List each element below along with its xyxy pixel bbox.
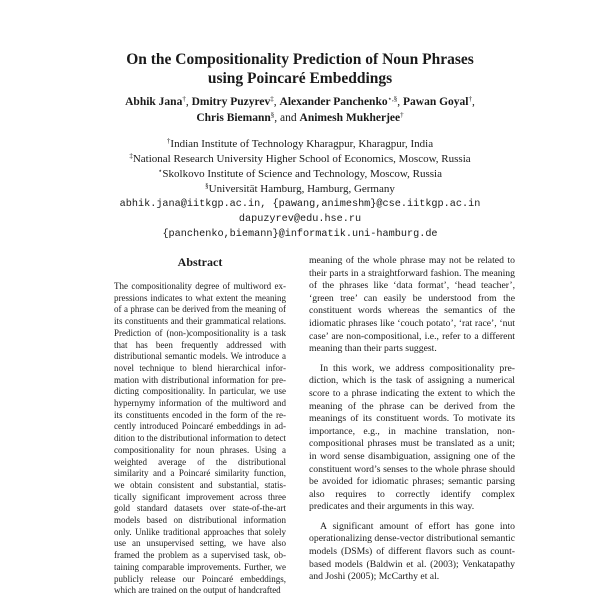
affiliation-hamburg: §Universität Hamburg, Hamburg, Germany — [205, 182, 395, 195]
author: Animesh Mukherjee† — [299, 110, 404, 124]
author-list — [60, 95, 540, 126]
email-line-3: {panchenko,biemann}@informatik.uni-hamburg.de — [162, 229, 438, 240]
intro-paragraph-3: A significant amount of effort has gone into operationalizing dense-vector distributional semantic models (DSMs) of different flavors such as count-based models (Baldwin et al. (2003); Venkatapathy and Joshi (2005); McCarthy et al. — [309, 520, 515, 583]
abstract-text: The compositionality degree of multiword expressions indicates to what extent the meaning of a phrase can be derived from the meaning of its constituents and their grammatical relations. Prediction of (non-)compositionality is a task that has been frequently addressed with distributional semantic models. We introduce a novel technique to blend hierarchical information with distributional information for predicting compositionality. In particular, we use hypernymy information of the multiword and its constituents encoded in the form of the recently introduced Poincaré embeddings in addition to the distributional information to detect compositionality for noun phrases. Using a weighted average of the distributional similarity and a Poincaré similarity function, we obtain consistent and substantial, statistically significant improvement across three gold standard datasets over state-of-the-art models based on distributional information only. Unlike traditional approaches that solely use an unsupervised setting, we have also framed the problem as a supervised task, obtaining comparable improvements. Further, we publicly release our Poincaré embeddings, which are trained on the output of handcrafted — [114, 281, 286, 596]
intro-paragraph-2: In this work, we address compositionality prediction, which is the task of assigning a numerical score to a phrase indicating the extent to which the meaning of the phrase can be derived from the meanings of its constituent words. To motivate its importance, e.g., in machine translation, non-compositional phrases must be translated as a unit; in word sense disambiguation, assigning one of the constituent word’s senses to the whole phrase should be avoided for idiomatic phrases; semantic parsing also requires to correctly identify complex predicates and their arguments in this way. — [309, 362, 515, 513]
author: Abhik Jana†, — [125, 95, 192, 108]
affiliation-iit: †Indian Institute of Technology Kharagpur, Kharagpur, India — [166, 137, 434, 150]
affiliation-hse: ‡National Research University Higher School of Economics, Moscow, Russia — [129, 152, 471, 165]
intro-column — [309, 255, 515, 584]
authors-line-1 — [60, 95, 540, 111]
abstract-column — [114, 255, 286, 597]
paper-title — [60, 50, 540, 88]
author: Dmitry Puzyrev‡, — [191, 95, 280, 108]
abstract-heading: Abstract — [177, 255, 223, 269]
author: Alexander Panchenko⋆,§, — [279, 95, 403, 108]
title-line-2: using Poincaré Embeddings — [207, 70, 393, 87]
authors-line-2 — [60, 111, 540, 127]
author: Chris Biemann§, — [196, 110, 281, 124]
author: Pawan Goyal†, — [403, 95, 475, 108]
title-line-1: On the Compositionality Prediction of Noun Phrases — [126, 51, 474, 68]
intro-paragraph-1: meaning of the whole phrase may not be related to their parts in a straightforward fashion. The meaning of the phrases like ‘data format’, ‘head teacher’, ‘green tree’ can easily be understood from the constituent words whereas the semantics of the idiomatic phrases like ‘couch potato’, ‘rat race’, ‘nut case’ are non-compositional, i.e., refer to a different meaning than their parts suggest. — [309, 255, 515, 355]
email-line-2: dapuzyrev@edu.hse.ru — [238, 214, 362, 225]
affiliation-skoltech: ⋆Skolkovo Institute of Science and Technology, Moscow, Russia — [158, 167, 442, 180]
author-conjunction: and — [280, 111, 297, 124]
email-line-1: abhik.jana@iitkgp.ac.in, {pawang,animeshm}@cse.iitkgp.ac.in — [119, 199, 481, 210]
affiliations — [60, 137, 540, 242]
